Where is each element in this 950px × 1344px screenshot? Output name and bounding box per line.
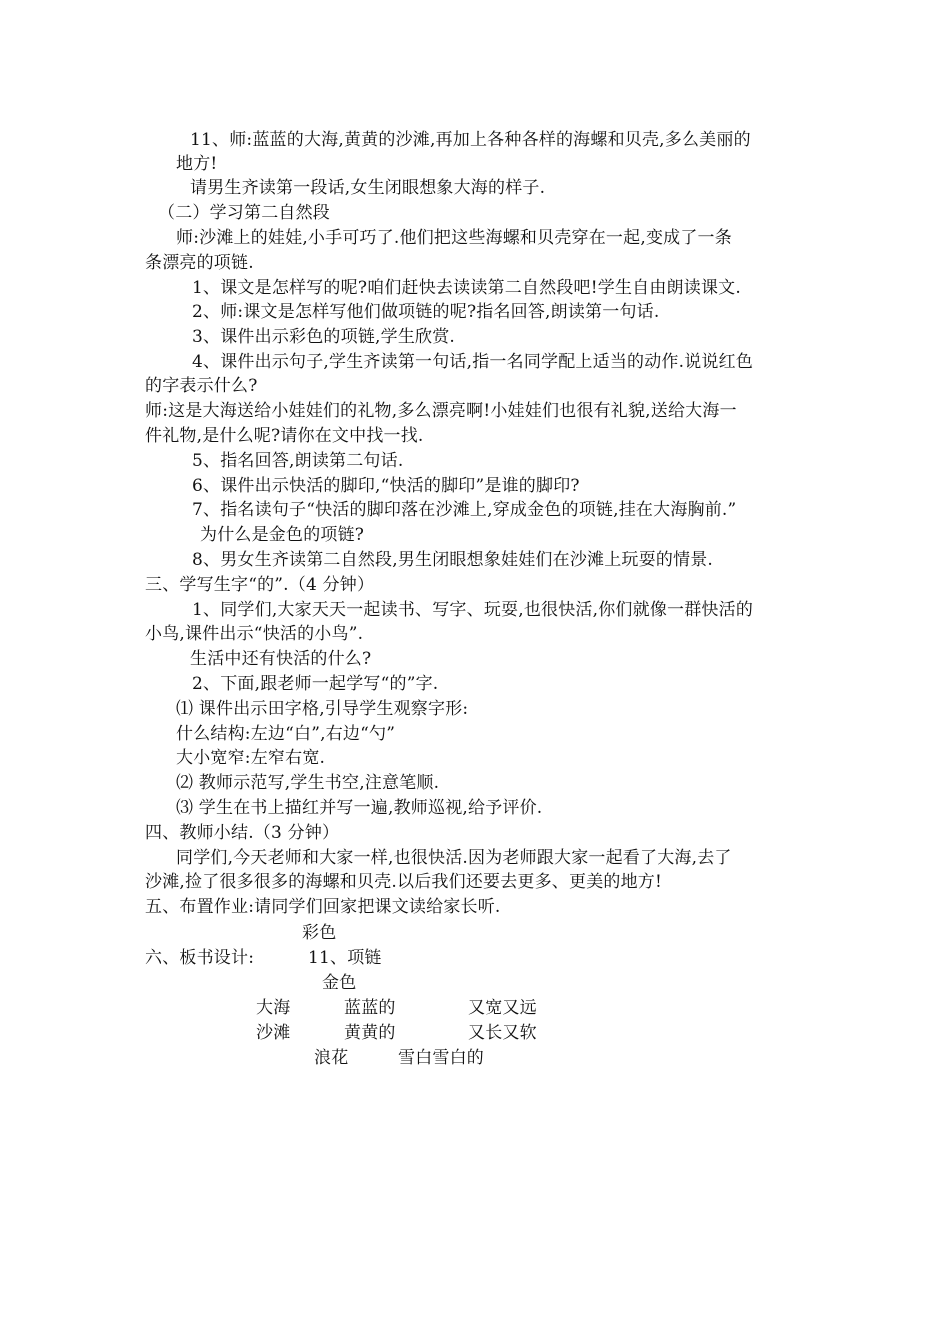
text-line: 2、下面,跟老师一起学写“的”字.	[192, 674, 439, 694]
text-line: 7、指名读句子“快活的脚印落在沙滩上,穿成金色的项链,挂在大海胸前.”	[192, 500, 737, 520]
text-line: ⑴ 课件出示田字格,引导学生观察字形:	[176, 699, 469, 719]
text-line: 同学们,今天老师和大家一样,也很快活.因为老师跟大家一起看了大海,去了	[176, 848, 732, 868]
text-line: 小鸟,课件出示“快活的小鸟”.	[145, 624, 364, 644]
text-line: 大小宽窄:左窄右宽.	[176, 748, 326, 768]
text-line: 生活中还有快活的什么?	[190, 649, 372, 669]
text-line: 师:沙滩上的娃娃,小手可巧了.他们把这些海螺和贝壳穿在一起,变成了一条	[176, 228, 732, 248]
board-heading: 六、板书设计:	[145, 948, 255, 968]
text-line: 地方!	[176, 154, 218, 174]
section-heading: 四、教师小结.（3 分钟）	[145, 823, 340, 843]
text-line: 11、师:蓝蓝的大海,黄黄的沙滩,再加上各种各样的海螺和贝壳,多么美丽的	[190, 130, 751, 150]
text-line: 件礼物,是什么呢?请你在文中找一找.	[145, 426, 424, 446]
text-line: ⑵ 教师示范写,学生书空,注意笔顺.	[176, 773, 440, 793]
text-line: 的字表示什么?	[145, 376, 258, 396]
text-line: 3、课件出示彩色的项链,学生欣赏.	[192, 327, 456, 347]
text-line: 师:这是大海送给小娃娃们的礼物,多么漂亮啊!小娃娃们也很有礼貌,送给大海一	[145, 401, 737, 421]
text-line: 请男生齐读第一段话,女生闭眼想象大海的样子.	[190, 178, 546, 198]
board-title: 11、项链	[308, 948, 382, 968]
text-line: 1、课文是怎样写的呢?咱们赶快去读读第二自然段吧!学生自由朗读课文.	[192, 278, 741, 298]
section-heading: 五、布置作业:请同学们回家把课文读给家长听.	[145, 897, 501, 917]
text-line: 2、师:课文是怎样写他们做项链的呢?指名回答,朗读第一句话.	[192, 302, 660, 322]
text-line: 8、男女生齐读第二自然段,男生闭眼想象娃娃们在沙滩上玩耍的情景.	[192, 550, 714, 570]
board-cell: 蓝蓝的	[344, 998, 396, 1018]
text-line: 为什么是金色的项链?	[200, 525, 365, 545]
text-line: 条漂亮的项链.	[145, 253, 254, 273]
text-line: 6、课件出示快活的脚印,“快活的脚印”是谁的脚印?	[192, 476, 580, 496]
board-caise: 彩色	[302, 923, 337, 943]
section-heading: （二）学习第二自然段	[158, 203, 330, 223]
board-cell: 又长又软	[468, 1023, 537, 1043]
section-heading: 三、学写生字“的”.（4 分钟）	[145, 575, 375, 595]
board-cell: 又宽又远	[468, 998, 537, 1018]
board-cell: 沙滩	[256, 1023, 291, 1043]
text-line: 1、同学们,大家天天一起读书、写字、玩耍,也很快活,你们就像一群快活的	[192, 600, 754, 620]
board-cell: 浪花	[314, 1048, 349, 1068]
text-line: 沙滩,捡了很多很多的海螺和贝壳.以后我们还要去更多、更美的地方!	[145, 872, 663, 892]
board-cell: 大海	[256, 998, 291, 1018]
board-cell: 黄黄的	[344, 1023, 396, 1043]
board-cell: 雪白雪白的	[398, 1048, 484, 1068]
text-line: 4、课件出示句子,学生齐读第一句话,指一名同学配上适当的动作.说说红色	[192, 352, 754, 372]
text-line: ⑶ 学生在书上描红并写一遍,教师巡视,给予评价.	[176, 798, 543, 818]
text-line: 5、指名回答,朗读第二句话.	[192, 451, 404, 471]
board-jinse: 金色	[322, 973, 357, 993]
text-line: 什么结构:左边“白”,右边“勺”	[176, 724, 396, 744]
